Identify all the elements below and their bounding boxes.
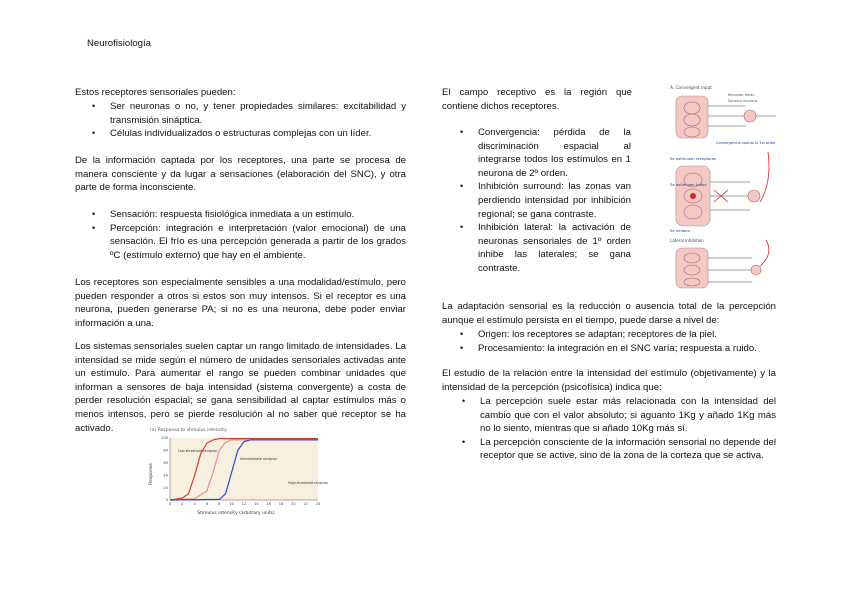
- campo-paragraph: El campo receptivo es la región que contiene dichos receptores.: [442, 87, 632, 112]
- series-label-2: High-threshold receptor: [288, 481, 329, 485]
- receptor-bullets: [92, 100, 406, 141]
- series-label-0: Low-threshold receptor: [178, 449, 218, 453]
- sensation-bullets: [92, 208, 406, 262]
- x-tick-label: 6: [205, 502, 209, 506]
- range-paragraph: Los sistemas sensoriales suelen captar un rango limitado de intensidades. La intensidad se mide según el número de unidades sensoriales activadas ante un estímulo. Para aumentar el rango se pueden combinar unidades que informan a sensores de baja intensidad (sistema convergente) a costa de perder resolución espacial; se gana sensibilidad al captar estímulos más o menos intensos, pero se pierde resolución al no saber qué receptor se ha activado.: [75, 341, 406, 434]
- series-label-1: Intermediate receptor: [240, 457, 278, 461]
- svg-text:Convergencia spatial in 1st or: Convergencia spatial in 1st order: [716, 141, 776, 145]
- list-item: • Procesamiento: la integración en el SNC varía; respuesta a ruido.: [460, 342, 757, 354]
- svg-text:Se inhiben: Se inhiben: [670, 228, 691, 233]
- diagram-title: A. Convergent input: [670, 85, 712, 90]
- receptive-field-diagram: [668, 82, 780, 294]
- study-bullets: [462, 395, 776, 463]
- x-tick-label: 8: [218, 502, 221, 506]
- x-tick-label: 24: [315, 502, 321, 506]
- y-tick-label: 60: [163, 461, 168, 465]
- x-tick-label: 12: [241, 502, 247, 506]
- adaptation-paragraph: La adaptación sensorial es la reducción o ausencia total de la percepción aunque el estímulo persista en el tiempo, puede darse a nivel de:: [442, 301, 776, 326]
- y-tick-label: 80: [163, 448, 168, 453]
- svg-text:Receptor fields: Receptor fields: [728, 93, 755, 97]
- svg-text:Sensory neurons: Sensory neurons: [728, 99, 758, 103]
- plot-area: [170, 438, 318, 500]
- list-item: • Convergencia: pérdida de la discriminación espacial al integrarse todos los estímulos en 1 neurona de 2º orden.: [460, 127, 631, 179]
- list-item: • Ser neuronas o no, y tener propiedades similares: excitabilidad y transmisión sináptica.: [92, 101, 406, 126]
- list-item: • Células individualizados o estructuras complejas con un líder.: [92, 128, 372, 140]
- list-item: • Origen: los receptores se adaptan; receptores de la piel.: [460, 329, 717, 340]
- chart-title: (a) Response to stimulus intensity: [150, 428, 227, 433]
- study-paragraph: El estudio de la relación entre la intensidad del estímulo (objetivamente) y la intensidad de la percepción (psicofísica) indica que:: [442, 368, 776, 393]
- info-paragraph: De la información captada por los receptores, una parte se procesa de manera consciente y da lugar a sensaciones (elaboración del SNC), y otra parte de forma inconsciente.: [75, 155, 406, 194]
- x-tick-label: 16: [266, 502, 271, 506]
- chart-xlabel: Stimulus intensity (arbitrary units): [197, 511, 275, 516]
- svg-text:Lateral inhibition: Lateral inhibition: [670, 238, 704, 243]
- x-tick-label: 4: [193, 502, 196, 506]
- campo-bullets: [460, 126, 631, 276]
- x-tick-label: 2: [181, 502, 184, 506]
- list-item: • Inhibición lateral: la activación de neuronas sensoriales de 1º orden inhibe las laterales; se gana contraste.: [460, 222, 631, 274]
- list-item: • La percepción suele estar más relacionada con la intensidad del cambio que con el valor absoluto; si aguanto 1Kg y añado 1Kg más no lo siento, mientras que si añado 10Kg más sí.: [462, 396, 776, 435]
- x-tick-label: 0: [168, 502, 172, 506]
- y-tick-label: 100: [161, 436, 168, 441]
- svg-text:Se estimulan receptores: Se estimulan receptores: [670, 156, 717, 161]
- intro-text: Estos receptores sensoriales pueden:: [75, 87, 236, 98]
- adaptation-bullets: [460, 328, 776, 355]
- list-item: • Sensación: respuesta fisiológica inmediata a un estímulo.: [92, 209, 355, 220]
- page-header: Neurofisiología: [87, 38, 151, 49]
- intensity-response-chart: [148, 424, 329, 516]
- x-tick-label: 18: [278, 502, 284, 506]
- modality-paragraph: Los receptores son especialmente sensibles a una modalidad/estímulo, pero pueden responder a otros si estos son muy intensos. Si el receptor es una neurona, pueden generarse PA; si no es una neurona, debe poder enviar información a una.: [75, 277, 406, 329]
- y-tick-label: 40: [163, 473, 168, 478]
- list-item: • Percepción: integración e interpretación (valor emocional) de una sensación. El frío es una percepción generada a partir de los grados ºC (estímulo externo) que hay en el ambiente.: [92, 222, 406, 261]
- x-tick-label: 10: [229, 502, 234, 506]
- x-tick-label: 22: [303, 502, 308, 506]
- x-tick-label: 14: [254, 502, 259, 506]
- y-tick-label: 0: [165, 498, 168, 503]
- y-tick-label: 20: [163, 485, 168, 490]
- svg-text:Se estimulan todos: Se estimulan todos: [670, 182, 707, 187]
- x-tick-label: 20: [291, 502, 296, 506]
- list-item: • La percepción consciente de la información sensorial no depende del receptor que se active, sino de la zona de la corteza que se activa.: [462, 436, 776, 462]
- chart-ylabel: Response: [149, 463, 154, 485]
- list-item: • Inhibición surround: las zonas van perdiendo intensidad por inhibición regional; se gana contraste.: [460, 181, 631, 220]
